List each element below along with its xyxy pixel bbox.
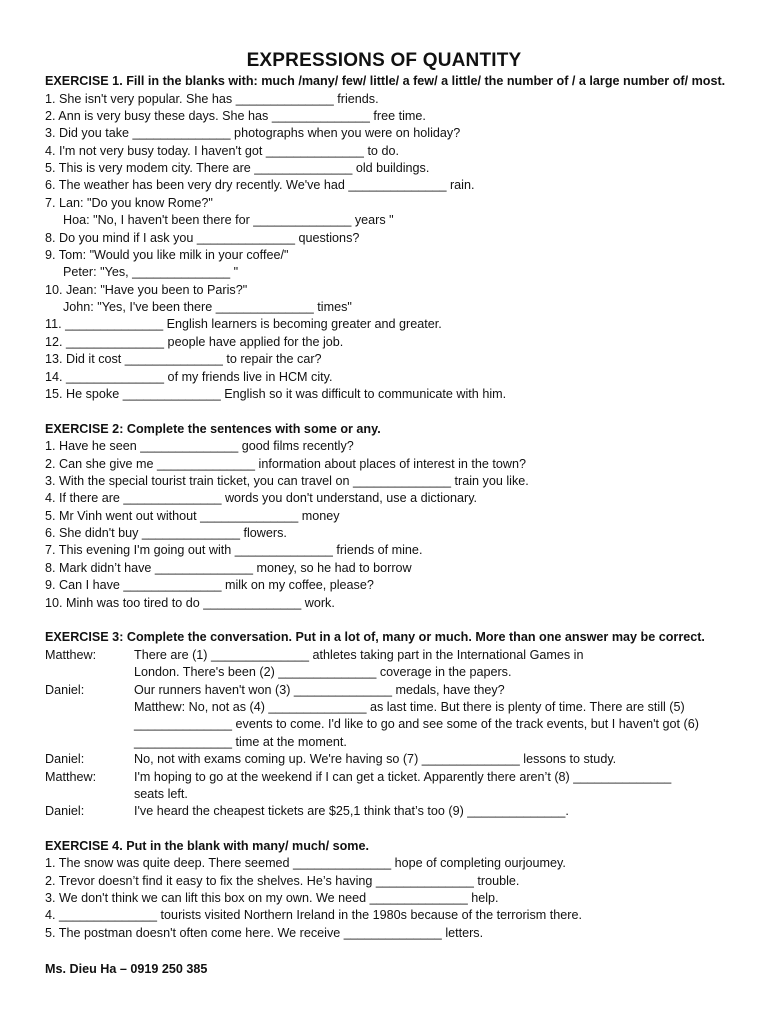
ex2-item-9: 9. Can I have ______________ milk on my coffee, please? (45, 578, 374, 592)
ex4-item-2: 2. Trevor doesn’t find it easy to fix the shelves. He’s having ______________ trouble. (45, 874, 520, 888)
ex3-speaker-7: Daniel: (45, 752, 85, 766)
ex2-item-10: 10. Minh was too tired to do ______________ work. (45, 596, 335, 610)
ex3-line-9: seats left. (134, 787, 188, 801)
ex1-item-7: 7. Lan: "Do you know Rome?" (45, 196, 213, 210)
ex1-item-15: 15. He spoke ______________ English so it was difficult to communicate with him. (45, 387, 507, 401)
ex3-line-3: Our runners haven't won (3) ______________ medals, have they? (134, 683, 505, 697)
ex2-item-8: 8. Mark didn’t have ______________ money, so he had to borrow (45, 561, 412, 575)
ex3-line-4: Matthew: No, not as (4) ______________ as last time. But there is plenty of time. There are still (5) (134, 700, 685, 714)
ex2-item-7: 7. This evening I'm going out with ______________ friends of mine. (45, 543, 423, 557)
ex2-item-4: 4. If there are ______________ words you don't understand, use a dictionary. (45, 491, 478, 505)
ex4-item-1: 1. The snow was quite deep. There seemed ______________ hope of completing ourjoumey. (45, 856, 566, 870)
ex3-line-8: I'm hoping to go at the weekend if I can get a ticket. Apparently there aren’t (8) ______________ (134, 770, 672, 784)
ex3-speaker-3: Daniel: (45, 683, 85, 697)
ex3-speaker-10: Daniel: (45, 804, 85, 818)
ex1-item-9: 9. Tom: "Would you like milk in your coffee/" (45, 248, 289, 262)
page-title: EXPRESSIONS OF QUANTITY (246, 50, 522, 71)
ex3-line-6: ______________ time at the moment. (134, 735, 347, 749)
ex3-line-2: London. There's been (2) ______________ coverage in the papers. (134, 665, 512, 679)
ex1-item-10-reply: John: "Yes, I've been there ______________ times" (63, 300, 352, 314)
exercise-4-heading: EXERCISE 4. Put in the blank with many/ much/ some. (45, 839, 370, 853)
ex1-item-9-reply: Peter: "Yes, ______________ " (63, 265, 239, 279)
ex3-line-5: ______________ events to come. I'd like to go and see some of the track events, but I haven't got (6) (134, 717, 699, 731)
ex3-line-10: I've heard the cheapest tickets are $25,1 think that’s too (9) ______________. (134, 804, 569, 818)
ex1-item-12: 12. ______________ people have applied for the job. (45, 335, 344, 349)
exercise-3-heading: EXERCISE 3: Complete the conversation. Put in a lot of, many or much. More than one answer may be correct. (45, 630, 705, 644)
ex3-speaker-8: Matthew: (45, 770, 97, 784)
ex1-item-11: 11. ______________ English learners is becoming greater and greater. (45, 317, 442, 331)
ex1-item-2: 2. Ann is very busy these days. She has ______________ free time. (45, 109, 426, 123)
ex4-item-5: 5. The postman doesn't often come here. We receive ______________ letters. (45, 926, 484, 940)
ex3-speaker-1: Matthew: (45, 648, 97, 662)
ex2-item-2: 2. Can she give me ______________ information about places of interest in the town? (45, 457, 526, 471)
ex2-item-3: 3. With the special tourist train ticket, you can travel on ______________ train you like. (45, 474, 529, 488)
ex1-item-5: 5. This is very modem city. There are ______________ old buildings. (45, 161, 430, 175)
author-footer: Ms. Dieu Ha – 0919 250 385 (45, 962, 208, 976)
exercise-1-heading: EXERCISE 1. Fill in the blanks with: much /many/ few/ little/ a few/ a little/ the number of / a large number of/ most. (45, 74, 726, 88)
ex4-item-4: 4. ______________ tourists visited Northern Ireland in the 1980s because of the terrorism there. (45, 908, 582, 922)
ex3-line-7: No, not with exams coming up. We're having so (7) ______________ lessons to study. (134, 752, 617, 766)
ex1-item-4: 4. I'm not very busy today. I haven't got ______________ to do. (45, 144, 399, 158)
ex3-line-1: There are (1) ______________ athletes taking part in the International Games in (134, 648, 584, 662)
ex1-item-6: 6. The weather has been very dry recently. We've had ______________ rain. (45, 178, 475, 192)
ex1-item-10: 10. Jean: "Have you been to Paris?" (45, 283, 248, 297)
ex1-item-14: 14. ______________ of my friends live in HCM city. (45, 370, 333, 384)
ex1-item-8: 8. Do you mind if I ask you ______________ questions? (45, 231, 360, 245)
ex2-item-1: 1. Have he seen ______________ good films recently? (45, 439, 354, 453)
ex1-item-1: 1. She isn't very popular. She has ______________ friends. (45, 92, 379, 106)
ex1-item-13: 13. Did it cost ______________ to repair the car? (45, 352, 322, 366)
ex4-item-3: 3. We don't think we can lift this box on my own. We need ______________ help. (45, 891, 499, 905)
ex1-item-3: 3. Did you take ______________ photographs when you were on holiday? (45, 126, 461, 140)
exercise-2-heading: EXERCISE 2: Complete the sentences with some or any. (45, 422, 381, 436)
ex1-item-7-reply: Hoa: "No, I haven't been there for ______________ years " (63, 213, 394, 227)
ex2-item-6: 6. She didn't buy ______________ flowers. (45, 526, 287, 540)
ex2-item-5: 5. Mr Vinh went out without ______________ money (45, 509, 340, 523)
